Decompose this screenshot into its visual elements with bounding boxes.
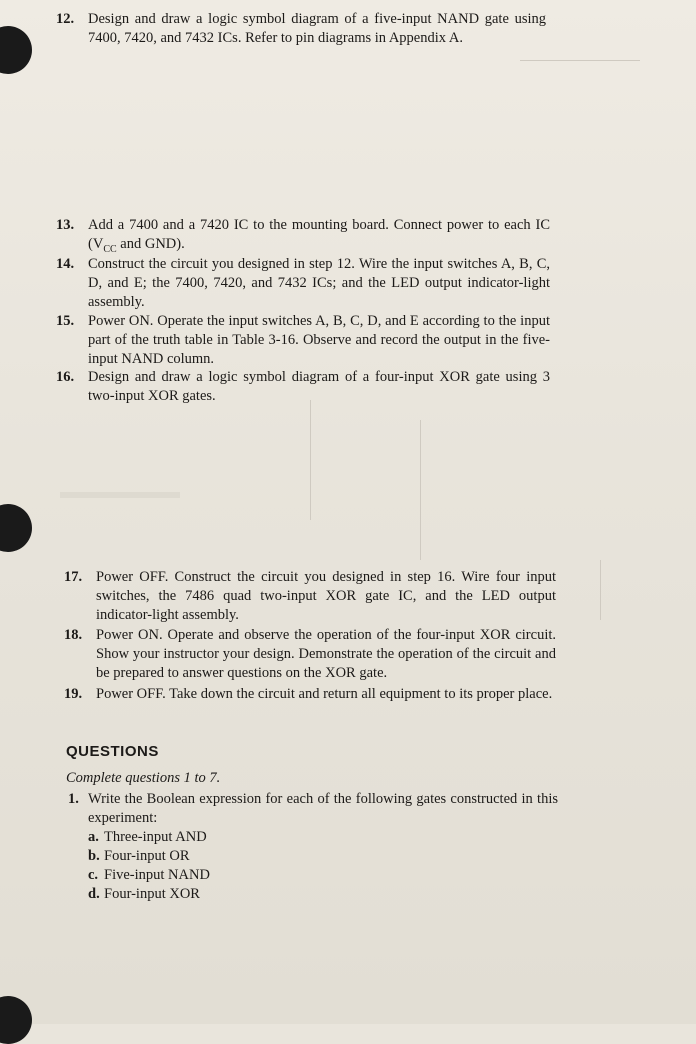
question-1-items — [88, 828, 558, 904]
question-text: Write the Boolean expression for each of the following gates constructed in this experiment: a. Three-input AND b. Four-input OR c. Five-input NAND d. Four-input XOR — [88, 791, 558, 902]
step-text: Design and draw a logic symbol diagram of a four-input XOR gate using 3 two-input XOR gates. — [88, 369, 550, 404]
step-15 — [56, 312, 550, 369]
step-14 — [56, 255, 550, 312]
step-text: Add a 7400 and a 7420 IC to the mounting board. Connect power to each IC ($V_{CC}$ and GND). — [88, 217, 550, 255]
list-item: d. Four-input XOR — [88, 886, 200, 902]
step-19 — [64, 685, 556, 704]
questions-instruction: Complete questions 1 to 7. — [66, 770, 221, 786]
step-number: 18. — [64, 627, 83, 643]
vcc-subscript: CC — [103, 243, 117, 255]
step-12 — [56, 10, 546, 48]
bleed-through-line — [520, 60, 640, 61]
bleed-through-line — [600, 560, 601, 620]
step-number: 16. — [56, 369, 75, 385]
binder-hole-bottom — [0, 996, 32, 1044]
list-item: c. Five-input NAND — [88, 867, 210, 883]
question-1 — [64, 790, 558, 904]
step-13 — [56, 216, 550, 259]
binder-hole-top — [0, 26, 32, 74]
step-text: Design and draw a logic symbol diagram of a five-input NAND gate using 7400, 7420, and 7432 ICs. Refer to pin diagrams in Appendix A. — [88, 11, 546, 46]
step-number: 13. — [56, 217, 75, 233]
step-number: 14. — [56, 256, 75, 272]
step-number: 19. — [64, 686, 83, 702]
step-16 — [56, 368, 550, 406]
step-number: 12. — [56, 11, 75, 27]
step-18 — [64, 626, 556, 683]
questions-heading: QUESTIONS — [66, 743, 159, 760]
step-text: Construct the circuit you designed in step 12. Wire the input switches A, B, C, D, and E; the 7400, 7420, and 7432 ICs; and the LED output indicator-light assembly. — [88, 256, 550, 310]
step-text: Power OFF. Take down the circuit and return all equipment to its proper place. — [96, 686, 553, 702]
step-text: Power OFF. Construct the circuit you designed in step 16. Wire four input switches, the 7486 quad two-input XOR gate IC, and the LED output indicator-light assembly. — [96, 569, 556, 623]
bleed-through-line — [60, 492, 180, 498]
list-item: b. Four-input OR — [88, 848, 190, 864]
bleed-through-line — [310, 400, 311, 520]
step-text: Power ON. Operate and observe the operation of the four-input XOR circuit. Show your instructor your design. Demonstrate the operation of the circuit and be prepared to answer questions on the XOR gate. — [96, 627, 556, 681]
step-17 — [64, 568, 556, 625]
step-text: Power ON. Operate the input switches A, B, C, D, and E according to the input part of the truth table in Table 3-16. Observe and record the output in the five-input NAND column. — [88, 313, 550, 367]
list-item: a. Three-input AND — [88, 829, 207, 845]
binder-hole-middle — [0, 504, 32, 552]
question-number: 1. — [68, 791, 79, 807]
bleed-through-line — [420, 420, 421, 560]
step-number: 17. — [64, 569, 83, 585]
step-number: 15. — [56, 313, 75, 329]
